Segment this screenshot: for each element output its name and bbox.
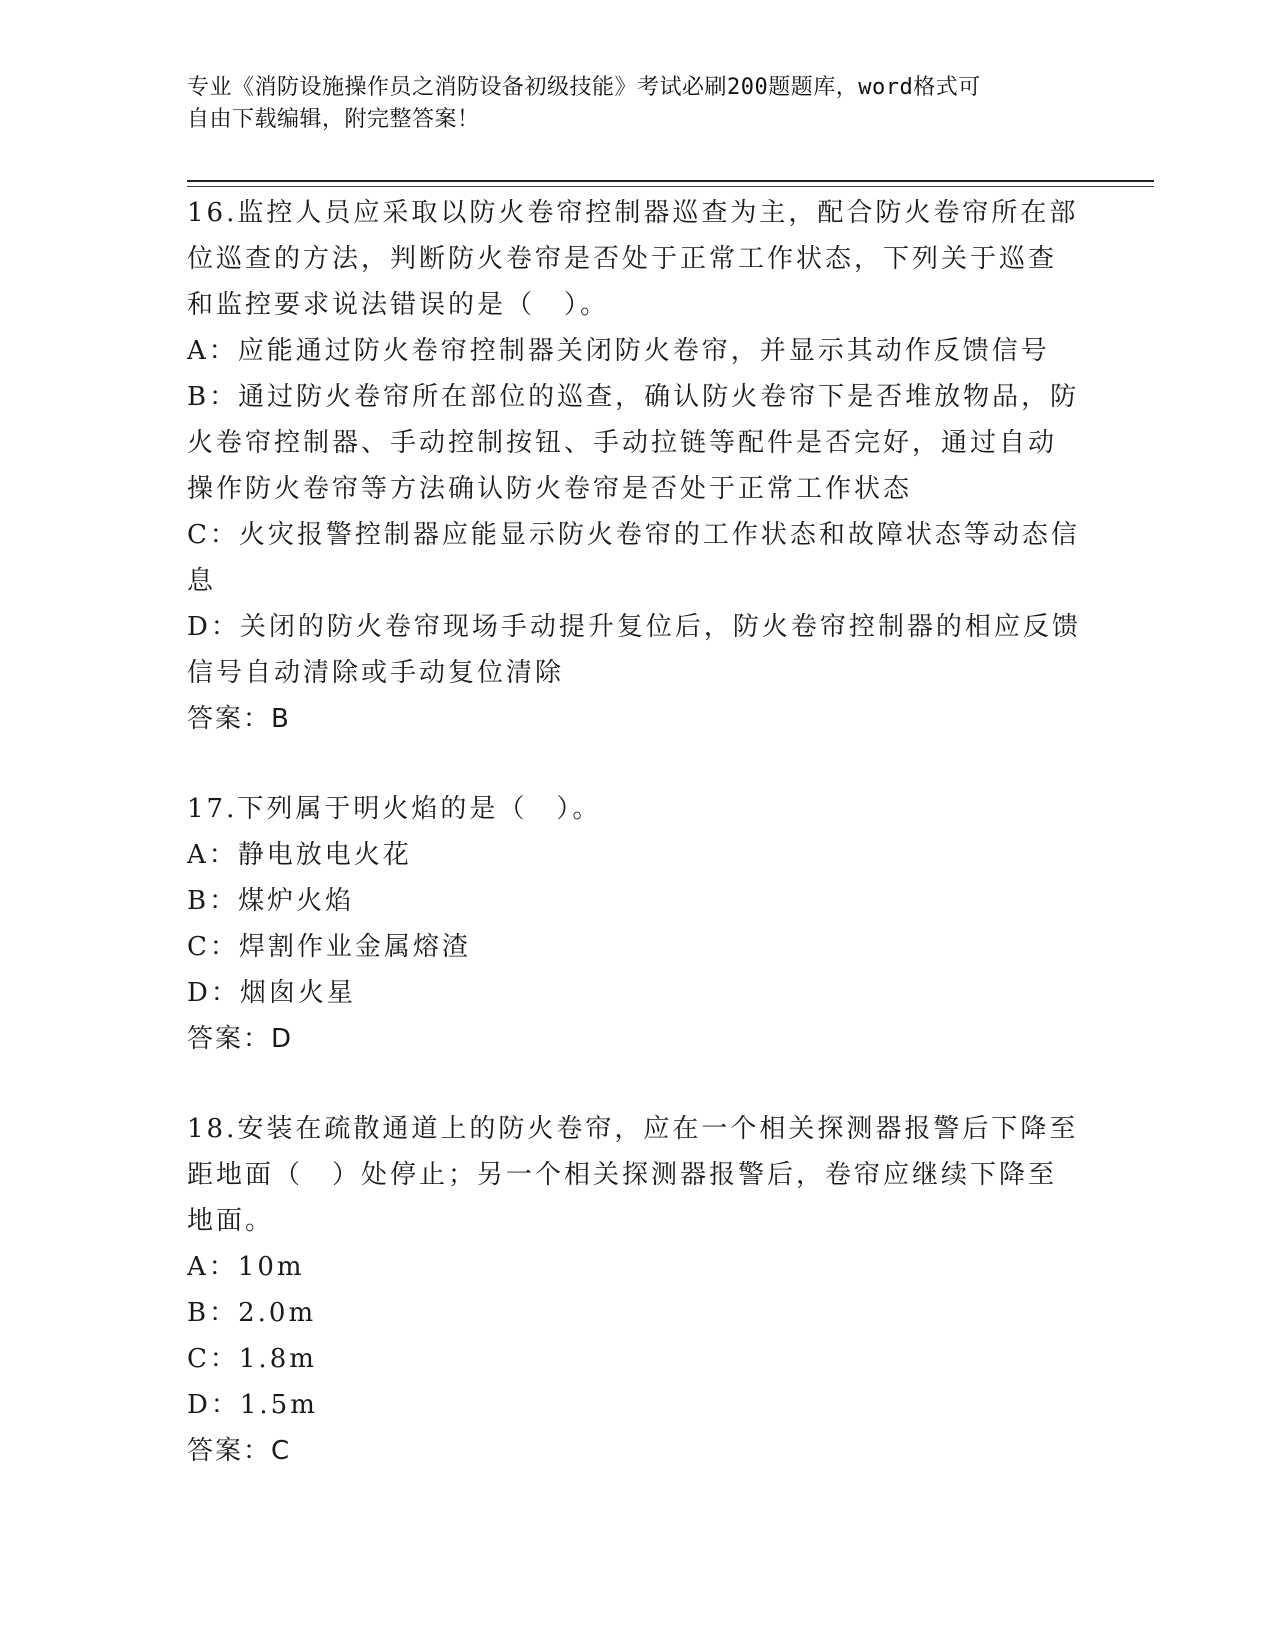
answer-label: 答案：D xyxy=(187,1024,294,1054)
header-title-line-2: 自由下载编辑，附完整答案！ xyxy=(187,107,480,132)
option-line: 火卷帘控制器、手动控制按钮、手动拉链等配件是否完好，通过自动 xyxy=(187,428,1058,458)
question-list xyxy=(187,190,1087,1474)
answer-label: 答案：C xyxy=(187,1436,292,1466)
question-stem-line: 17.下列属于明火焰的是（ ）。 xyxy=(187,794,602,824)
option-line: 信号自动清除或手动复位清除 xyxy=(187,658,565,688)
header-divider-thin xyxy=(187,186,1154,187)
question-stem-line: 位巡查的方法，判断防火卷帘是否处于正常工作状态，下列关于巡查 xyxy=(187,244,1058,274)
question-17 xyxy=(187,786,1087,1062)
header-title-line-1: 专业《消防设施操作员之消防设备初级技能》考试必刷200题题库，word格式可 xyxy=(187,75,981,100)
question-stem-line: 16.监控人员应采取以防火卷帘控制器巡查为主，配合防火卷帘所在部 xyxy=(187,198,1079,228)
option-line: D：1.5m xyxy=(187,1390,318,1420)
option-line: A：应能通过防火卷帘控制器关闭防火卷帘，并显示其动作反馈信号 xyxy=(187,336,1050,366)
option-line: 息 xyxy=(187,566,217,596)
option-line: C：1.8m xyxy=(187,1344,317,1374)
option-line: B：煤炉火焰 xyxy=(187,886,355,916)
answer-label: 答案：B xyxy=(187,704,291,734)
option-line: A：静电放电火花 xyxy=(187,840,412,870)
option-line: 操作防火卷帘等方法确认防火卷帘是否处于正常工作状态 xyxy=(187,474,913,504)
document-header xyxy=(187,72,1067,136)
option-line: A：10m xyxy=(187,1252,305,1282)
question-stem-line: 18.安装在疏散通道上的防火卷帘，应在一个相关探测器报警后下降至 xyxy=(187,1114,1079,1144)
option-line: D：烟囱火星 xyxy=(187,978,356,1008)
question-stem-line: 距地面（ ）处停止；另一个相关探测器报警后，卷帘应继续下降至 xyxy=(187,1160,1058,1190)
question-spacer xyxy=(187,742,1087,786)
option-line: C：火灾报警控制器应能显示防火卷帘的工作状态和故障状态等动态信 xyxy=(187,520,1080,550)
option-line: D：关闭的防火卷帘现场手动提升复位后，防火卷帘控制器的相应反馈 xyxy=(187,612,1081,642)
question-stem-line: 地面。 xyxy=(187,1206,275,1236)
question-16 xyxy=(187,190,1087,742)
header-divider-thick xyxy=(187,180,1154,182)
question-spacer xyxy=(187,1062,1087,1106)
question-18 xyxy=(187,1106,1087,1474)
option-line: C：焊割作业金属熔渣 xyxy=(187,932,471,962)
option-line: B：2.0m xyxy=(187,1298,317,1328)
option-line: B：通过防火卷帘所在部位的巡查，确认防火卷帘下是否堆放物品，防 xyxy=(187,382,1080,412)
question-stem-line: 和监控要求说法错误的是（ ）。 xyxy=(187,290,610,320)
